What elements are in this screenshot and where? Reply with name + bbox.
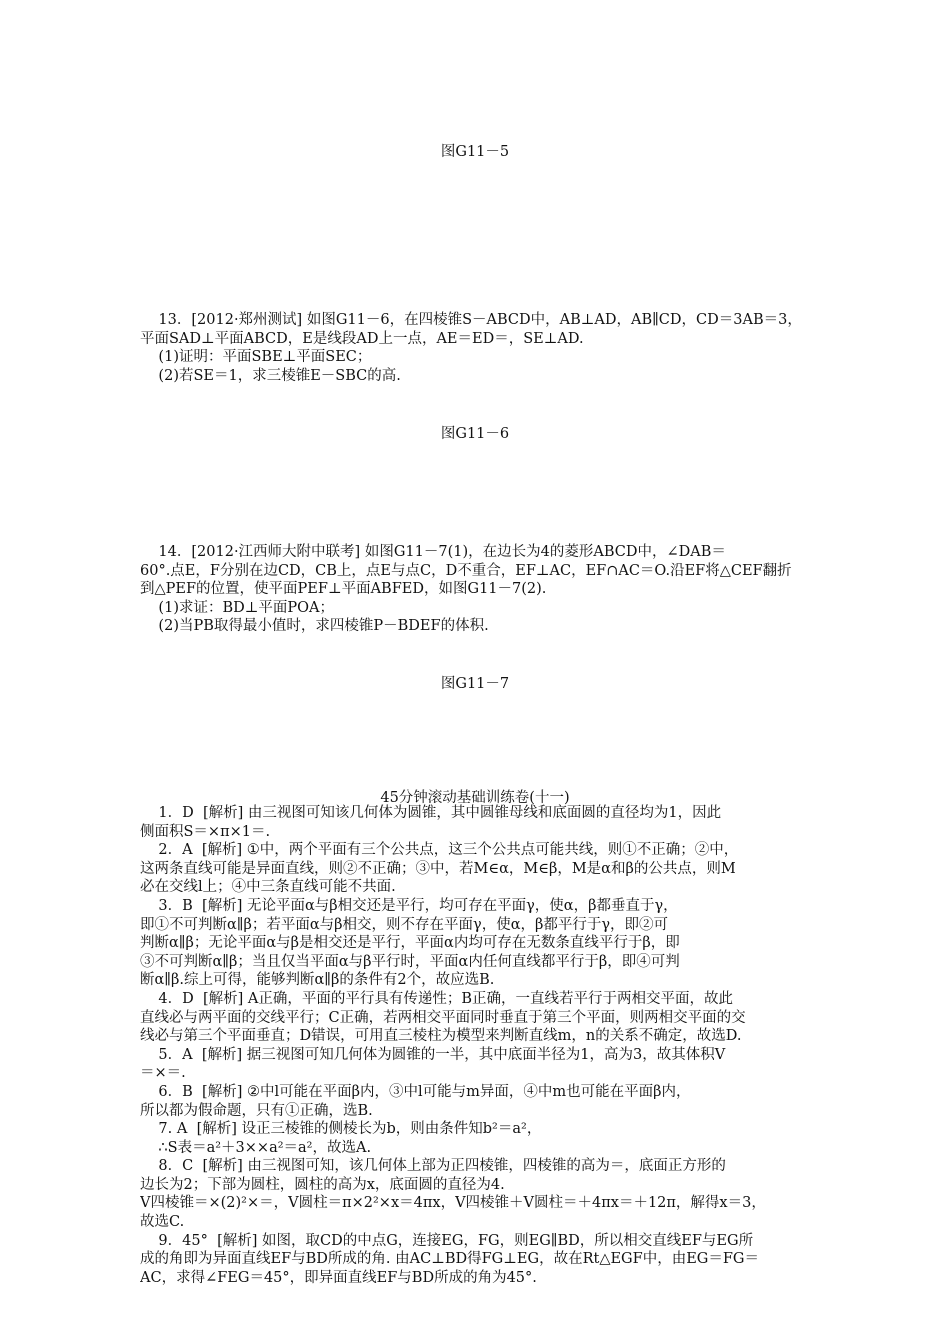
answers-section — [140, 804, 816, 1287]
answer-line: 2．A [解析] ①中，两个平面有三个公共点，这三个公共点可能共线，则①不正确；②中， — [140, 842, 739, 859]
question-14-line: (1)求证：BD⊥平面POA； — [140, 599, 335, 616]
answer-line: 边长为2；下部为圆柱，圆柱的高为x，底面圆的直径为4. — [140, 1176, 505, 1193]
answer-line: 断α∥β.综上可得，能够判断α∥β的条件有2个，故应选B. — [140, 972, 495, 989]
question-13 — [140, 311, 816, 385]
answer-line: 必在交线l上；④中三条直线可能不共面. — [140, 879, 396, 896]
answer-line: 成的角即为异面直线EF与BD所成的角. 由AC⊥BD得FG⊥EG，故在Rt△EGF中，由EG＝FG＝ — [140, 1251, 760, 1268]
answer-line: 3．B [解析] 无论平面α与β相交还是平行，均可存在平面γ，使α，β都垂直于γ， — [140, 897, 678, 914]
answer-line: AC，求得∠FEG＝45°，即异面直线EF与BD所成的角为45°. — [140, 1269, 537, 1286]
answer-line: 判断α∥β；无论平面α与β是相交还是平行，平面α内均可存在无数条直线平行于β，即 — [140, 935, 680, 952]
answer-line: 即①不可判断α∥β；若平面α与β相交，则不存在平面γ，使α，β都平行于γ，即②可 — [140, 916, 669, 933]
figure-caption-g11-6: 图G11－6 — [440, 426, 510, 442]
answer-line: 8．C [解析] 由三视图可知，该几何体上部为正四棱锥，四棱锥的高为＝，底面正方形的 — [140, 1158, 726, 1175]
answer-line: 故选C. — [140, 1214, 185, 1231]
answer-line: 1．D [解析] 由三视图可知该几何体为圆锥，其中圆锥母线和底面圆的直径均为1，因此 — [140, 805, 722, 821]
answer-line: 侧面积S＝×π×1＝. — [140, 823, 271, 840]
question-14-line: 60°.点E，F分别在边CD，CB上，点E与点C，D不重合，EF⊥AC，EF∩AC＝O.沿EF将△CEF翻折 — [140, 562, 792, 579]
question-14-line: 14．[2012·江西师大附中联考] 如图G11－7(1)，在边长为4的菱形ABCD中，∠DAB＝ — [140, 544, 726, 560]
answer-line: 直线必与两平面的交线平行；C正确，若两相交平面同时垂直于第三个平面，则两相交平面的交 — [140, 1009, 746, 1026]
question-14-line: (2)当PB取得最小值时，求四棱锥P－BDEF的体积. — [140, 618, 489, 635]
figure-caption-g11-7: 图G11－7 — [440, 676, 510, 692]
answer-line: V四棱锥＝×(2)²×＝，V圆柱＝π×2²×x＝4πx，V四棱锥＋V圆柱＝＋4πx＝＋12π，解得x＝3， — [140, 1195, 766, 1212]
question-13-line: (1)证明：平面SBE⊥平面SEC； — [140, 349, 372, 366]
question-13-line: 平面SAD⊥平面ABCD，E是线段AD上一点，AE＝ED＝，SE⊥AD. — [140, 330, 584, 347]
question-14 — [140, 543, 816, 636]
answer-line: 所以都为假命题，只有①正确，选B. — [140, 1102, 373, 1119]
answer-line: ∴S表＝a²＋3××a²＝a²，故选A. — [140, 1139, 372, 1156]
answer-line: 9．45° [解析] 如图，取CD的中点G，连接EG，FG，则EG∥BD，所以相交直线EF与EG所 — [140, 1232, 754, 1249]
answer-line: 6．B [解析] ②中l可能在平面β内，③中l可能与m异面，④中m也可能在平面β内， — [140, 1083, 691, 1100]
answer-line: 线必与第三个平面垂直；D错误，可用直三棱柱为模型来判断直线m，n的关系不确定，故选D. — [140, 1028, 742, 1045]
answer-line: 5．A [解析] 据三视图可知几何体为圆锥的一半，其中底面半径为1，高为3，故其体积V — [140, 1046, 726, 1063]
question-14-line: 到△PEF的位置，使平面PEF⊥平面ABFED，如图G11－7(2). — [140, 581, 547, 598]
answer-line: ＝×＝. — [140, 1065, 186, 1082]
answer-line: 7. A [解析] 设正三棱锥的侧棱长为b，则由条件知b²＝a²， — [140, 1121, 542, 1138]
answers-title: 45分钟滚动基础训练卷(十一) — [380, 790, 570, 806]
answer-line: 4．D [解析] A正确，平面的平行具有传递性；B正确，一直线若平行于两相交平面，故此 — [140, 990, 734, 1007]
question-13-line: 13．[2012·郑州测试] 如图G11－6，在四棱锥S－ABCD中，AB⊥AD，AB∥CD，CD＝3AB＝3， — [140, 312, 802, 328]
answer-line: 这两条直线可能是异面直线，则②不正确；③中，若M∈α，M∈β，M是α和β的公共点，则M — [140, 860, 736, 877]
answer-line: ③不可判断α∥β；当且仅当平面α与β平行时，平面α内任何直线都平行于β，即④可判 — [140, 953, 680, 970]
question-13-line: (2)若SE＝1，求三棱锥E－SBC的高. — [140, 367, 401, 384]
figure-caption-g11-5: 图G11－5 — [440, 144, 510, 160]
